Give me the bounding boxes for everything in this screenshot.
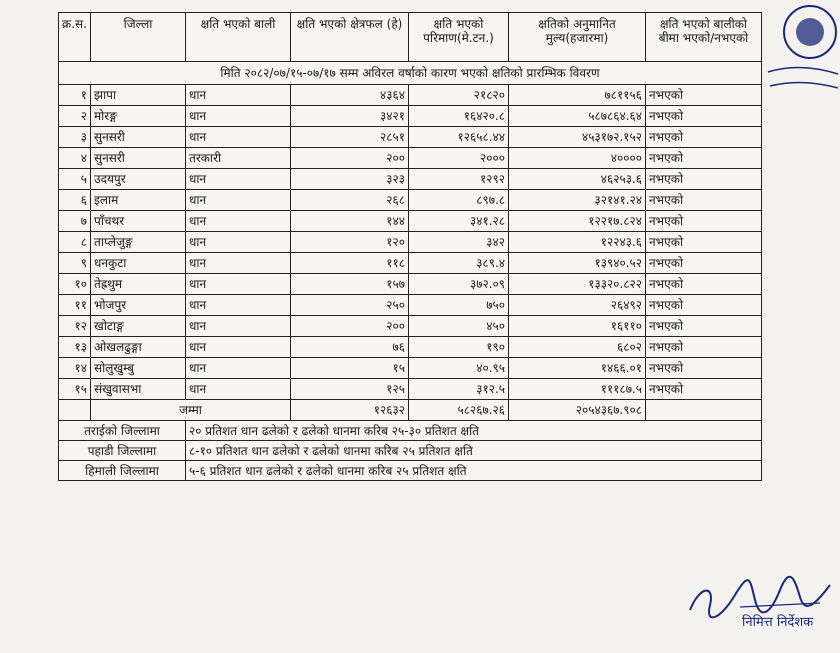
row-insurance: नभएको <box>646 274 762 295</box>
row-quantity: ३४२ <box>409 232 509 253</box>
total-row <box>59 400 762 421</box>
row-quantity: ३८९.४ <box>409 253 509 274</box>
row-district: सोलुखुम्बु <box>91 358 186 379</box>
note-row <box>59 421 762 441</box>
row-district: सुनसरी <box>91 148 186 169</box>
row-sn: ३ <box>59 127 91 148</box>
header-row <box>59 13 762 62</box>
table-row <box>59 106 762 127</box>
data-rows <box>59 85 762 400</box>
header-area: क्षति भएको क्षेत्रफल (हे) <box>291 13 409 62</box>
row-area: १५७ <box>291 274 409 295</box>
row-quantity: ८९७.८ <box>409 190 509 211</box>
row-value: १६११० <box>509 316 646 337</box>
row-area: १५ <box>291 358 409 379</box>
row-quantity: ३४१.२८ <box>409 211 509 232</box>
header-sn: क्र.स. <box>59 13 91 62</box>
office-seal-stamp <box>760 2 840 97</box>
row-crop: धान <box>186 316 291 337</box>
row-district: झापा <box>91 85 186 106</box>
row-crop: धान <box>186 379 291 400</box>
row-district: सुनसरी <box>91 127 186 148</box>
row-district: संखुवासभा <box>91 379 186 400</box>
row-district: पाँचथर <box>91 211 186 232</box>
row-crop: धान <box>186 211 291 232</box>
row-area: २६८ <box>291 190 409 211</box>
row-area: १२५ <box>291 379 409 400</box>
row-value: २६४९२ <box>509 295 646 316</box>
row-sn: ४ <box>59 148 91 169</box>
damage-report-table <box>58 12 762 481</box>
signature-mark <box>680 565 840 653</box>
row-value: ६८०२ <box>509 337 646 358</box>
row-area: २०० <box>291 316 409 337</box>
row-crop: धान <box>186 274 291 295</box>
table-row <box>59 295 762 316</box>
row-value: ५८७८६४.६४ <box>509 106 646 127</box>
table-row <box>59 127 762 148</box>
row-crop: धान <box>186 337 291 358</box>
row-sn: ११ <box>59 295 91 316</box>
row-district: ओखलढुङ्गा <box>91 337 186 358</box>
note-text: ५-६ प्रतिशत धान ढलेको र ढलेको धानमा करिब २५ प्रतिशत क्षति <box>186 461 762 481</box>
table-row <box>59 316 762 337</box>
row-insurance: नभएको <box>646 127 762 148</box>
table-row <box>59 232 762 253</box>
total-quantity: ५८२६७.२६ <box>409 400 509 421</box>
row-district: इलाम <box>91 190 186 211</box>
row-insurance: नभएको <box>646 190 762 211</box>
row-insurance: नभएको <box>646 358 762 379</box>
row-sn: १३ <box>59 337 91 358</box>
row-district: खोटाङ्ग <box>91 316 186 337</box>
row-area: ११८ <box>291 253 409 274</box>
row-crop: तरकारी <box>186 148 291 169</box>
row-sn: ६ <box>59 190 91 211</box>
table-row <box>59 379 762 400</box>
row-value: १४६६.०१ <box>509 358 646 379</box>
signature-caption: निमित्त निर्देशक <box>742 615 814 630</box>
row-quantity: १९० <box>409 337 509 358</box>
table-row <box>59 337 762 358</box>
row-insurance: नभएको <box>646 253 762 274</box>
table-row <box>59 274 762 295</box>
row-value: ३२१४१.२४ <box>509 190 646 211</box>
row-district: धनकुटा <box>91 253 186 274</box>
header-insurance: क्षति भएको बालीको बीमा भएको/नभएको <box>646 13 762 62</box>
row-quantity: ७५० <box>409 295 509 316</box>
row-quantity: ३१२.५ <box>409 379 509 400</box>
header-district: जिल्ला <box>91 13 186 62</box>
note-label: तराईको जिल्लामा <box>59 421 186 441</box>
row-district: मोरङ्ग <box>91 106 186 127</box>
row-quantity: १२६५८.४४ <box>409 127 509 148</box>
row-district: ताप्लेजुङ्ग <box>91 232 186 253</box>
row-value: १११८७.५ <box>509 379 646 400</box>
row-area: ३२३ <box>291 169 409 190</box>
row-sn: १५ <box>59 379 91 400</box>
note-label: पहाडी जिल्लामा <box>59 441 186 461</box>
row-insurance: नभएको <box>646 169 762 190</box>
row-area: ४३६४ <box>291 85 409 106</box>
table-title: मिति २०८२/०७/१५-०७/१७ सम्म अविरल वर्षाको कारण भएको क्षतिको प्रारम्भिक विवरण <box>59 62 762 85</box>
row-sn: ७ <box>59 211 91 232</box>
row-insurance: नभएको <box>646 232 762 253</box>
row-crop: धान <box>186 85 291 106</box>
row-crop: धान <box>186 106 291 127</box>
row-crop: धान <box>186 169 291 190</box>
row-insurance: नभएको <box>646 295 762 316</box>
row-sn: ८ <box>59 232 91 253</box>
row-district: तेह्रथुम <box>91 274 186 295</box>
row-insurance: नभएको <box>646 337 762 358</box>
row-crop: धान <box>186 190 291 211</box>
header-value: क्षतिको अनुमानित मुल्य(हजारमा) <box>509 13 646 62</box>
row-crop: धान <box>186 295 291 316</box>
row-insurance: नभएको <box>646 379 762 400</box>
row-sn: १२ <box>59 316 91 337</box>
row-sn: ९ <box>59 253 91 274</box>
table-row <box>59 169 762 190</box>
table-title-row <box>59 62 762 85</box>
row-quantity: २००० <box>409 148 509 169</box>
row-area: २०० <box>291 148 409 169</box>
row-crop: धान <box>186 253 291 274</box>
total-value: २०५४३६७.९०८ <box>509 400 646 421</box>
row-value: ७८११५६ <box>509 85 646 106</box>
table-row <box>59 211 762 232</box>
row-value: १३९४०.५२ <box>509 253 646 274</box>
row-area: ३४२१ <box>291 106 409 127</box>
row-insurance: नभएको <box>646 85 762 106</box>
row-quantity: १२९२ <box>409 169 509 190</box>
row-value: ४६२५३.६ <box>509 169 646 190</box>
row-area: ७६ <box>291 337 409 358</box>
row-area: १२० <box>291 232 409 253</box>
row-insurance: नभएको <box>646 211 762 232</box>
row-insurance: नभएको <box>646 106 762 127</box>
row-value: ४०००० <box>509 148 646 169</box>
row-value: १२२४३.६ <box>509 232 646 253</box>
row-district: उदयपुर <box>91 169 186 190</box>
note-label: हिमाली जिल्लामा <box>59 461 186 481</box>
table-row <box>59 253 762 274</box>
row-area: २५० <box>291 295 409 316</box>
row-quantity: २१८२० <box>409 85 509 106</box>
row-value: ४५३१७२.१५२ <box>509 127 646 148</box>
row-value: १३३२०.८२२ <box>509 274 646 295</box>
row-quantity: ३७२.०९ <box>409 274 509 295</box>
note-row <box>59 461 762 481</box>
row-crop: धान <box>186 232 291 253</box>
row-district: भोजपुर <box>91 295 186 316</box>
table-row <box>59 190 762 211</box>
table-row <box>59 85 762 106</box>
row-insurance: नभएको <box>646 148 762 169</box>
row-area: २८५१ <box>291 127 409 148</box>
note-row <box>59 441 762 461</box>
header-quantity: क्षति भएको परिमाण(मे.टन.) <box>409 13 509 62</box>
row-value: १२२१७.८२४ <box>509 211 646 232</box>
total-label: जम्मा <box>91 400 291 421</box>
table-row <box>59 148 762 169</box>
row-area: १४४ <box>291 211 409 232</box>
row-crop: धान <box>186 127 291 148</box>
header-crop: क्षति भएको बाली <box>186 13 291 62</box>
note-text: २० प्रतिशत धान ढलेको र ढलेको धानमा करिब २५-३० प्रतिशत क्षति <box>186 421 762 441</box>
row-quantity: १६४२०.८ <box>409 106 509 127</box>
row-sn: १० <box>59 274 91 295</box>
row-insurance: नभएको <box>646 316 762 337</box>
row-sn: ५ <box>59 169 91 190</box>
row-sn: १४ <box>59 358 91 379</box>
row-sn: २ <box>59 106 91 127</box>
row-crop: धान <box>186 358 291 379</box>
table-row <box>59 358 762 379</box>
row-quantity: ४५० <box>409 316 509 337</box>
note-text: ८-१० प्रतिशत धान ढलेको र ढलेको धानमा करिब २५ प्रतिशत क्षति <box>186 441 762 461</box>
row-quantity: ४०.९५ <box>409 358 509 379</box>
row-sn: १ <box>59 85 91 106</box>
total-area: १२६३२ <box>291 400 409 421</box>
